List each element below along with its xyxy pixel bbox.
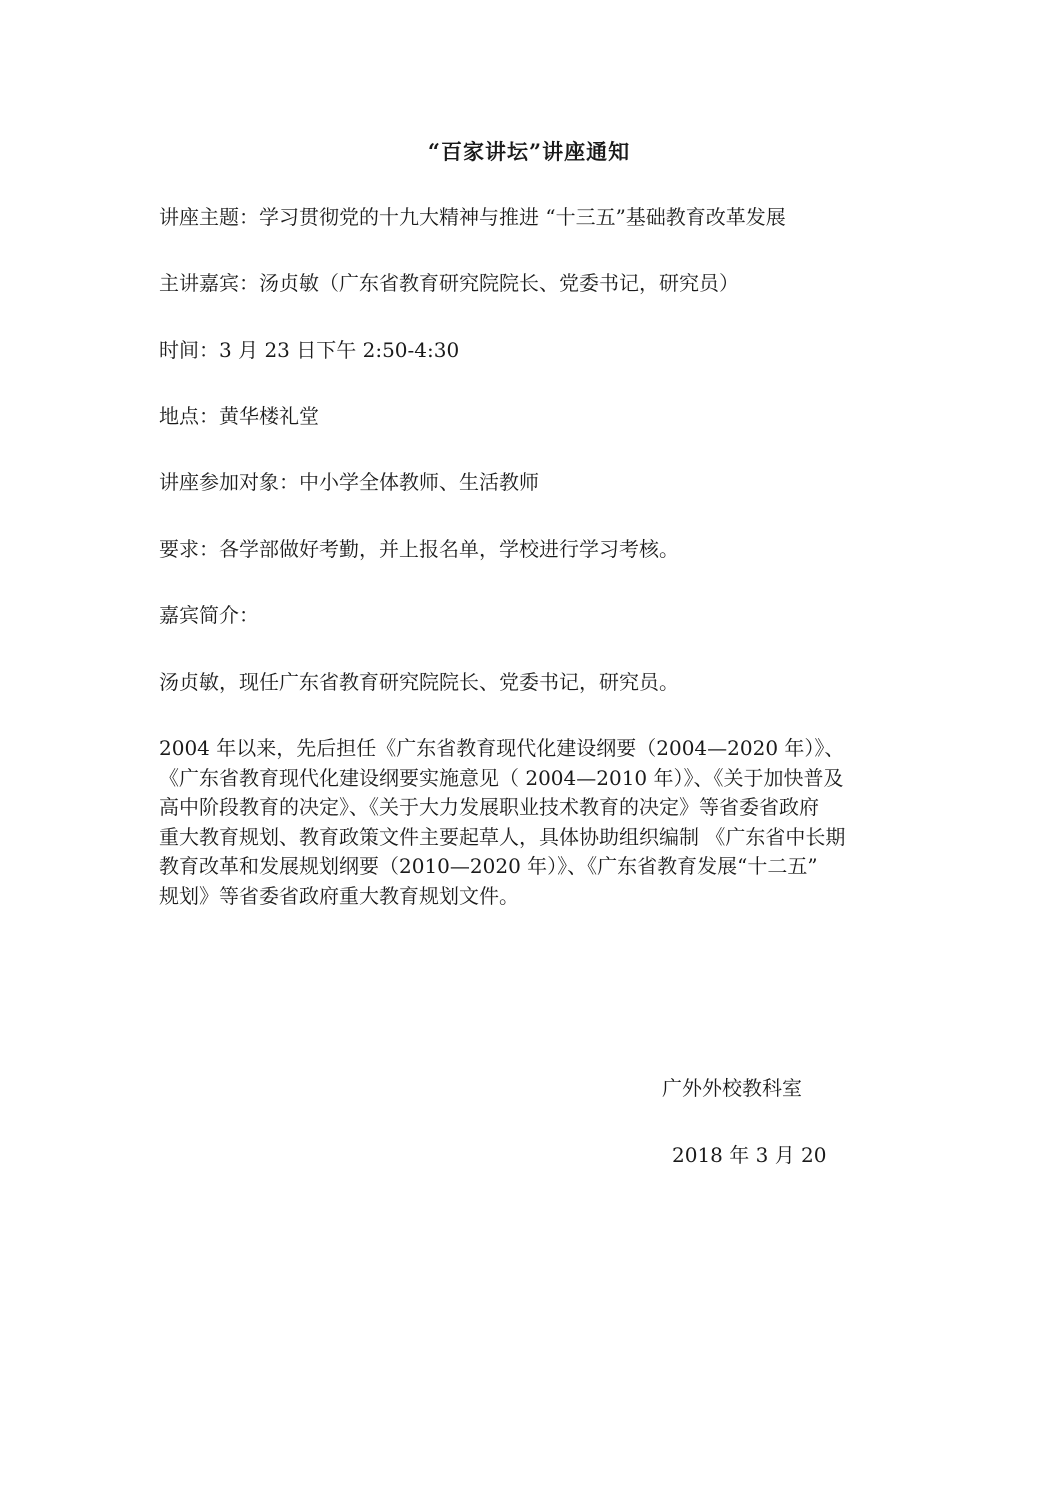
lecture-time: 时间：3 月 23 日下午 2:50-4:30 (159, 338, 460, 362)
guest-intro-summary: 汤贞敏，现任广东省教育研究院院长、党委书记，研究员。 (159, 670, 679, 694)
bio-line: 教育改革和发展规划纲要（2010—2020 年）》、《广东省教育发展“十二五” (159, 854, 818, 878)
bio-line: 《广东省教育现代化建设纲要实施意见（ 2004—2010 年）》、《关于加快普及 (159, 765, 844, 790)
guest-bio-paragraph (159, 734, 894, 911)
lecture-topic: 讲座主题：学习贯彻党的十九大精神与推进 “十三五”基础教育改革发展 (159, 205, 786, 229)
guest-intro-heading: 嘉宾简介： (159, 603, 259, 627)
lecture-location: 地点：黄华楼礼堂 (159, 404, 319, 428)
lecture-requirements: 要求：各学部做好考勤，并上报名单，学校进行学习考核。 (159, 537, 679, 561)
bio-line: 高中阶段教育的决定》、《关于大力发展职业技术教育的决定》等省委省政府 (159, 795, 819, 819)
signature-office: 广外外校教科室 (662, 1076, 802, 1100)
signature-date: 2018 年 3 月 20 (672, 1143, 827, 1167)
bio-line: 重大教育规划、教育政策文件主要起草人，具体协助组织编制 《广东省中长期 (159, 824, 846, 849)
lecture-audience: 讲座参加对象：中小学全体教师、生活教师 (159, 470, 539, 494)
lecture-speaker: 主讲嘉宾：汤贞敏（广东省教育研究院院长、党委书记，研究员） (159, 271, 739, 295)
bio-line: 2004 年以来，先后担任《广东省教育现代化建设纲要（2004—2020 年）》、 (159, 736, 845, 760)
notice-title: “百家讲坛”讲座通知 (427, 139, 631, 164)
bio-line: 规划》等省委省政府重大教育规划文件。 (159, 883, 519, 908)
